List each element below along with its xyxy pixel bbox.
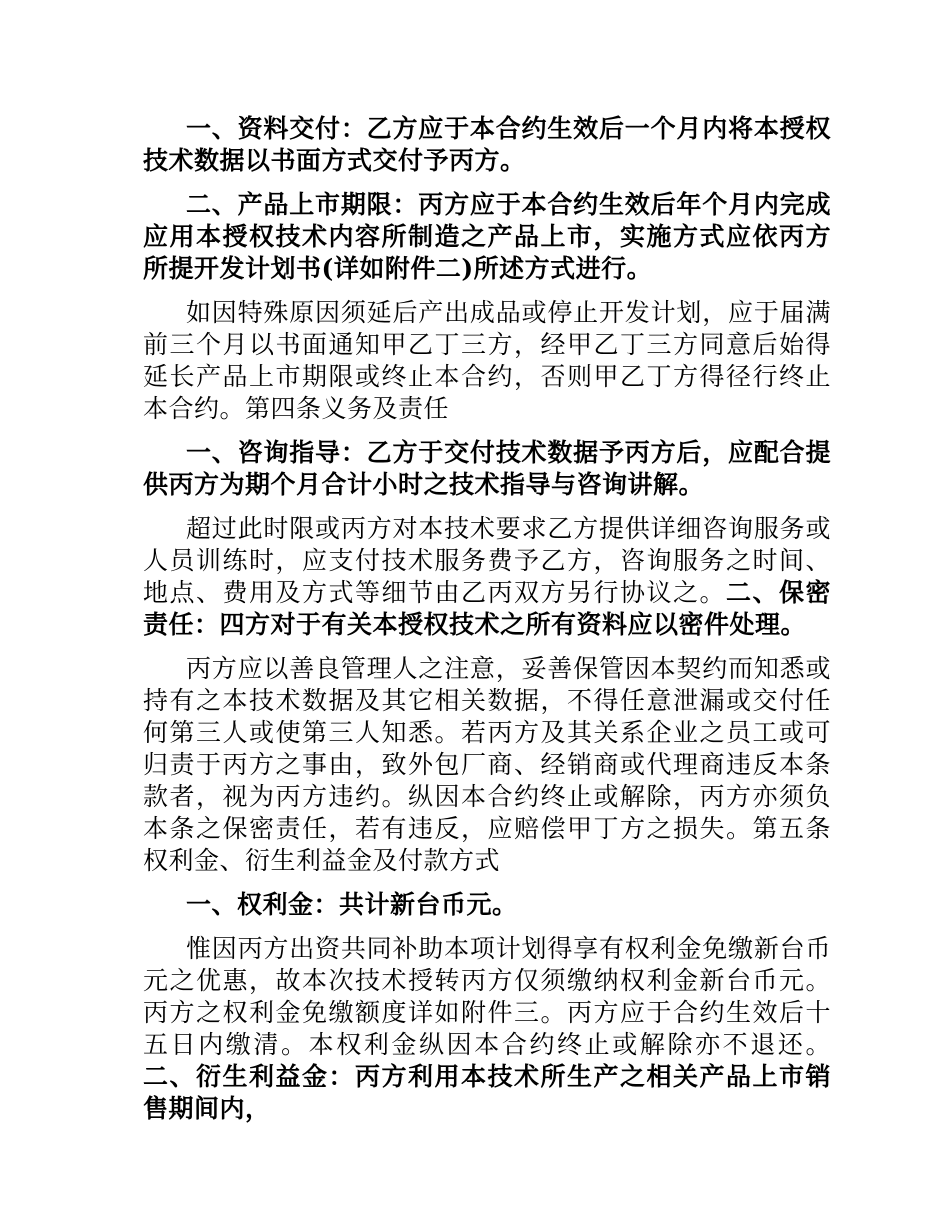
paragraph-consulting	[143, 437, 831, 501]
paragraph-data-delivery	[143, 113, 831, 177]
service-fee-text: 超过此时限或丙方对本技术要求乙方提供详细咨询服务或人员训练时，应支付技术服务费予乙方，咨询服务之时间、地点、费用及方式等细节由乙丙双方另行协议之。	[143, 514, 831, 607]
paragraph-delay-notice	[143, 297, 831, 425]
confidentiality-clause: 二、保密责任：四方对于有关本授权技术之所有资料应以密件处理。	[143, 578, 831, 639]
confidentiality-details-text: 丙方应以善良管理人之注意，妥善保管因本契约而知悉或持有之本技术数据及其它相关数据，不得任意泄漏或交付任何第三人或使第三人知悉。若丙方及其关系企业之员工或可归责于丙方之事由，致外包厂商、经销商或代理商违反本条款者，视为丙方违约。纵因本合约终止或解除，丙方亦须负本条之保密责任，若有违反，应赔偿甲丁方之损失。第五条权利金、衍生利益金及付款方式	[143, 654, 831, 875]
paragraph-royalty	[143, 889, 831, 921]
royalty-details-text: 惟因丙方出资共同补助本项计划得享有权利金免缴新台币元之优惠，故本次技术授转丙方仅须缴纳权利金新台币元。丙方之权利金免缴额度详如附件三。丙方应于合约生效后十五日内缴清。本权利金纵因本合约终止或解除亦不退还。	[143, 934, 831, 1059]
paragraph-service-fee	[143, 513, 831, 641]
delay-notice-text: 如因特殊原因须延后产出成品或停止开发计划，应于届满前三个月以书面通知甲乙丁三方，经甲乙丁三方同意后始得延长产品上市期限或终止本合约，否则甲乙丁方得径行终止本合约。第四条义务及责任	[143, 298, 831, 423]
paragraph-confidentiality-details	[143, 653, 831, 877]
data-delivery-clause: 一、资料交付：乙方应于本合约生效后一个月内将本授权技术数据以书面方式交付予丙方。	[143, 114, 831, 175]
derivative-benefit-clause: 二、衍生利益金：丙方利用本技术所生产之相关产品上市销售期间内，	[143, 1062, 831, 1123]
consulting-clause: 一、咨询指导：乙方于交付技术数据予丙方后，应配合提供丙方为期个月合计小时之技术指导与咨询讲解。	[143, 438, 831, 499]
paragraph-royalty-details	[143, 933, 831, 1125]
document-body	[143, 113, 831, 1137]
paragraph-product-launch	[143, 189, 831, 285]
product-launch-clause: 二、产品上市期限：丙方应于本合约生效后年个月内完成应用本授权技术内容所制造之产品上市，实施方式应依丙方所提开发计划书(详如附件二)所述方式进行。	[143, 190, 831, 283]
royalty-clause: 一、权利金：共计新台币元。	[186, 890, 518, 919]
